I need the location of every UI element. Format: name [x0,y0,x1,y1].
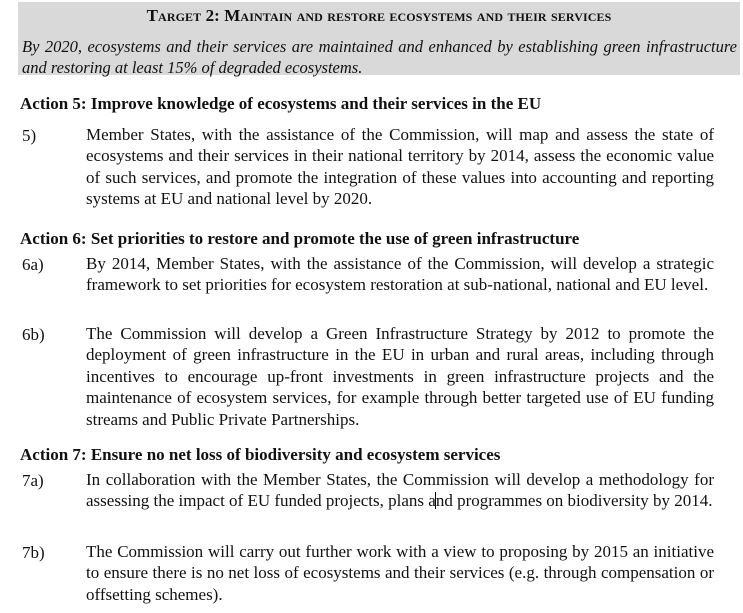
target-description: By 2020, ecosystems and their services are maintained and enhanced by establishing green infrastructure and restoring at least 15% of degraded ecosystems. [22,37,737,77]
item-number-6a: 6a) [22,255,44,274]
action-7-heading: Action 7: Ensure no net loss of biodiversity and ecosystem services [20,445,501,464]
item-number-6b: 6b) [22,325,45,344]
item-text-7b: The Commission will carry out further work with a view to proposing by 2015 an initiative to ensure there is no net loss of ecosystems and their services (e.g. through compensation or offsetting schemes). [86,542,714,604]
target-box [18,2,740,75]
action-5-heading: Action 5: Improve knowledge of ecosystems and their services in the EU [20,94,542,113]
item-number-5: 5) [22,126,37,145]
item-number-7a: 7a) [22,471,44,490]
target-title: Target 2: Maintain and restore ecosystems and their services [146,6,612,25]
item-text-7a-part-2: nd programmes on biodiversity by 2014. [435,491,713,511]
action-6-heading: Action 6: Set priorities to restore and promote the use of green infrastructure [20,229,580,248]
item-number-7b: 7b) [22,543,45,562]
item-text-5: Member States, with the assistance of the Commission, will map and assess the state of ecosystems and their services in their national territory by 2014, assess the economic value of such services, and promote the integration of these values into accounting and reporting systems at EU and national level by 2020. [86,125,714,209]
item-text-7a-part-1: In collaboration with the Member States, the Commission will develop a methodology for assessing the impact of EU funded projects, plans a [86,470,714,511]
item-text-7a[interactable] [86,469,714,512]
item-text-6a: By 2014, Member States, with the assistance of the Commission, will develop a strategic framework to set priorities for ecosystem restoration at sub-national, national and EU level. [86,254,714,295]
item-text-6b: The Commission will develop a Green Infrastructure Strategy by 2012 to promote the deployment of green infrastructure in the EU in urban and rural areas, including through incentives to encourage up-front investments in green infrastructure projects and the maintenance of ecosystem services, for example through better targeted use of EU funding streams and Public Private Partnerships. [86,324,714,429]
